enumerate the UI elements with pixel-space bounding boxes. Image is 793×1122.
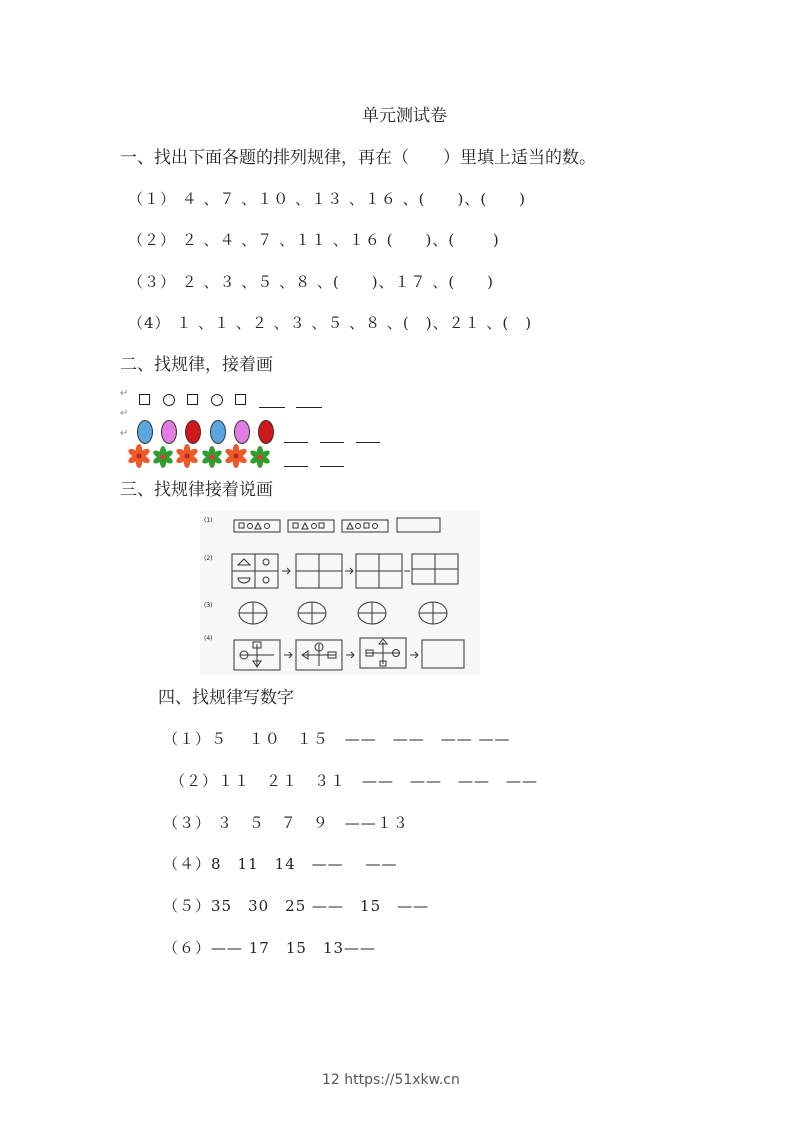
red-oval: [185, 420, 201, 444]
page-title: 单元测试卷: [362, 106, 447, 126]
return-mark: ↵: [120, 388, 129, 399]
blue-oval: [137, 420, 153, 444]
circle-shape: [163, 394, 175, 406]
square-shape: [139, 394, 150, 405]
answer-blank: [320, 466, 344, 467]
figure-label-4: (4): [204, 635, 213, 642]
pattern-figure: [200, 510, 480, 675]
blue-oval: [210, 420, 226, 444]
return-mark: ↵: [120, 408, 129, 419]
answer-blank: [259, 407, 285, 408]
figure-label-2: (2): [204, 555, 213, 562]
page-footer: 12 https://51xkw.cn: [322, 1072, 460, 1088]
answer-blank: [284, 466, 308, 467]
pink-oval: [161, 420, 177, 444]
figure-label-3: (3): [204, 602, 213, 609]
section1-item-3: （３） ２ 、３ 、５ 、８ 、( )、１７ 、( ): [128, 273, 495, 291]
red-oval: [258, 420, 274, 444]
section2-heading: 二、找规律，接着画: [120, 355, 273, 375]
answer-blank: [284, 442, 308, 443]
answer-blank: [320, 442, 344, 443]
square-shape: [187, 394, 198, 405]
section4-item-2: （２）１１ ２１ ３１ —— —— —— ——: [170, 772, 539, 790]
figure-label-1: (1): [204, 517, 213, 524]
answer-blank: [356, 442, 380, 443]
section1-item-2: （２） ２ 、４ 、７ 、１１ 、１６ ( )、( ): [128, 231, 500, 249]
flower-icon-row: [126, 443, 276, 469]
pattern-figure-drawing: [200, 510, 480, 675]
section4-item-6: （６）—— 17 15 13——: [163, 939, 377, 957]
section1-heading: 一、找出下面各题的排列规律，再在（ ）里填上适当的数。: [120, 148, 596, 168]
section4-item-3: （３） ３ ５ ７ ９ ——１３: [163, 814, 409, 832]
circle-shape: [211, 394, 223, 406]
section4-item-1: （１）５ １０ １５ —— —— —— ——: [163, 730, 511, 748]
section1-item-1: （１） ４ 、７ 、１０ 、１３ 、１６ 、( )、( ): [128, 190, 527, 208]
section1-item-4: （4） １ 、１ 、２ 、３ 、５ 、８ 、( )、２１ 、( ): [128, 314, 533, 332]
pink-oval: [234, 420, 250, 444]
section4-item-4: （４）8 11 14 —— ——: [163, 855, 398, 873]
square-shape: [235, 394, 246, 405]
section4-heading: 四、找规律写数字: [158, 688, 294, 708]
section3-heading: 三、找规律接着说画: [120, 480, 273, 500]
return-mark: ↵: [120, 428, 129, 439]
section4-item-5: （５）35 30 25 —— 15 ——: [163, 897, 430, 915]
answer-blank: [296, 407, 322, 408]
